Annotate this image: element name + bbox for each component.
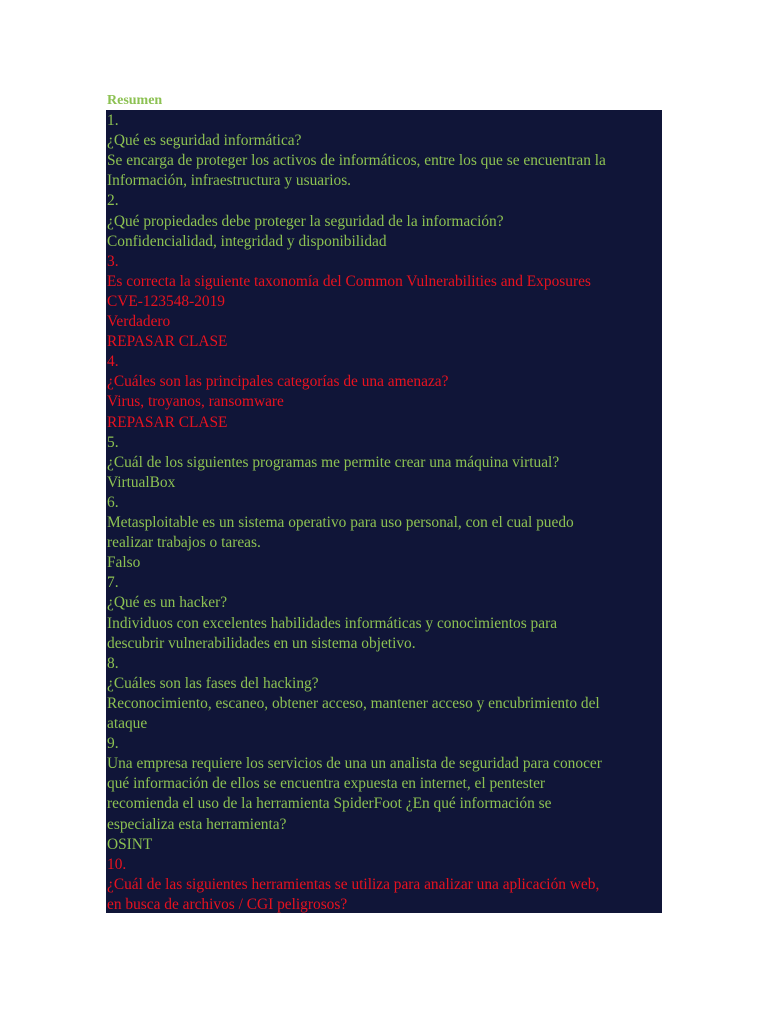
document-line: Reconocimiento, escaneo, obtener acceso, mantener acceso y encubrimiento del	[107, 694, 600, 712]
content-panel	[106, 110, 662, 913]
document-line: ¿Cuáles son las principales categorías de una amenaza?	[107, 373, 449, 391]
document-line: 9.	[107, 735, 119, 753]
document-line: Información, infraestructura y usuarios.	[107, 172, 352, 190]
document-line: Falso	[107, 554, 141, 572]
document-line: 1.	[107, 112, 119, 129]
document-line: Es correcta la siguiente taxonomía del Common Vulnerabilities and Exposures	[107, 272, 591, 290]
document-line: recomienda el uso de la herramienta SpiderFoot ¿En qué información se	[107, 795, 552, 813]
document-line: REPASAR CLASE	[107, 413, 228, 431]
document-line: ¿Cuál de los siguientes programas me permite crear una máquina virtual?	[107, 453, 560, 471]
document-line: descubrir vulnerabilidades en un sistema objetivo.	[107, 634, 416, 652]
document-line: 10.	[107, 855, 127, 873]
document-line: Se encarga de proteger los activos de informáticos, entre los que se encuentran la	[107, 152, 606, 170]
document-line: 6.	[107, 493, 119, 511]
document-line: OSINT	[107, 835, 153, 853]
document-line: CVE-123548-2019	[107, 292, 225, 310]
document-line: Verdadero	[107, 313, 171, 330]
document-line: Metasploitable es un sistema operativo para uso personal, con el cual puedo	[107, 514, 574, 531]
document-line: REPASAR CLASE	[107, 333, 228, 351]
document-line: en busca de archivos / CGI peligrosos?	[107, 895, 348, 913]
document-line: qué información de ellos se encuentra expuesta en internet, el pentester	[107, 775, 546, 793]
document-line: especializa esta herramienta?	[107, 815, 287, 833]
document-line: ¿Cuáles son las fases del hacking?	[107, 674, 319, 692]
document-line: Virus, troyanos, ransomware	[107, 393, 284, 411]
document-line: 2.	[107, 192, 119, 210]
document-line: Una empresa requiere los servicios de una un analista de seguridad para conocer	[107, 755, 602, 773]
document-line: Confidencialidad, integridad y disponibilidad	[107, 232, 387, 250]
document-line: 8.	[107, 654, 119, 672]
document-line: 5.	[107, 433, 119, 451]
document-line: VirtualBox	[107, 473, 176, 491]
document-line: ¿Qué es seguridad informática?	[107, 132, 302, 150]
document-line: Individuos con excelentes habilidades informáticas y conocimientos para	[107, 614, 558, 632]
document-line: 4.	[107, 353, 119, 371]
document-line: realizar trabajos o tareas.	[107, 534, 261, 552]
document-line: ¿Qué es un hacker?	[107, 594, 228, 612]
page-title: Resumen	[107, 93, 163, 108]
document-line: 7.	[107, 574, 119, 592]
document-line: ¿Cuál de las siguientes herramientas se utiliza para analizar una aplicación web,	[107, 875, 600, 893]
document-line: ataque	[107, 715, 148, 732]
document-line: 3.	[107, 252, 119, 270]
document-line: ¿Qué propiedades debe proteger la seguridad de la información?	[107, 212, 504, 230]
